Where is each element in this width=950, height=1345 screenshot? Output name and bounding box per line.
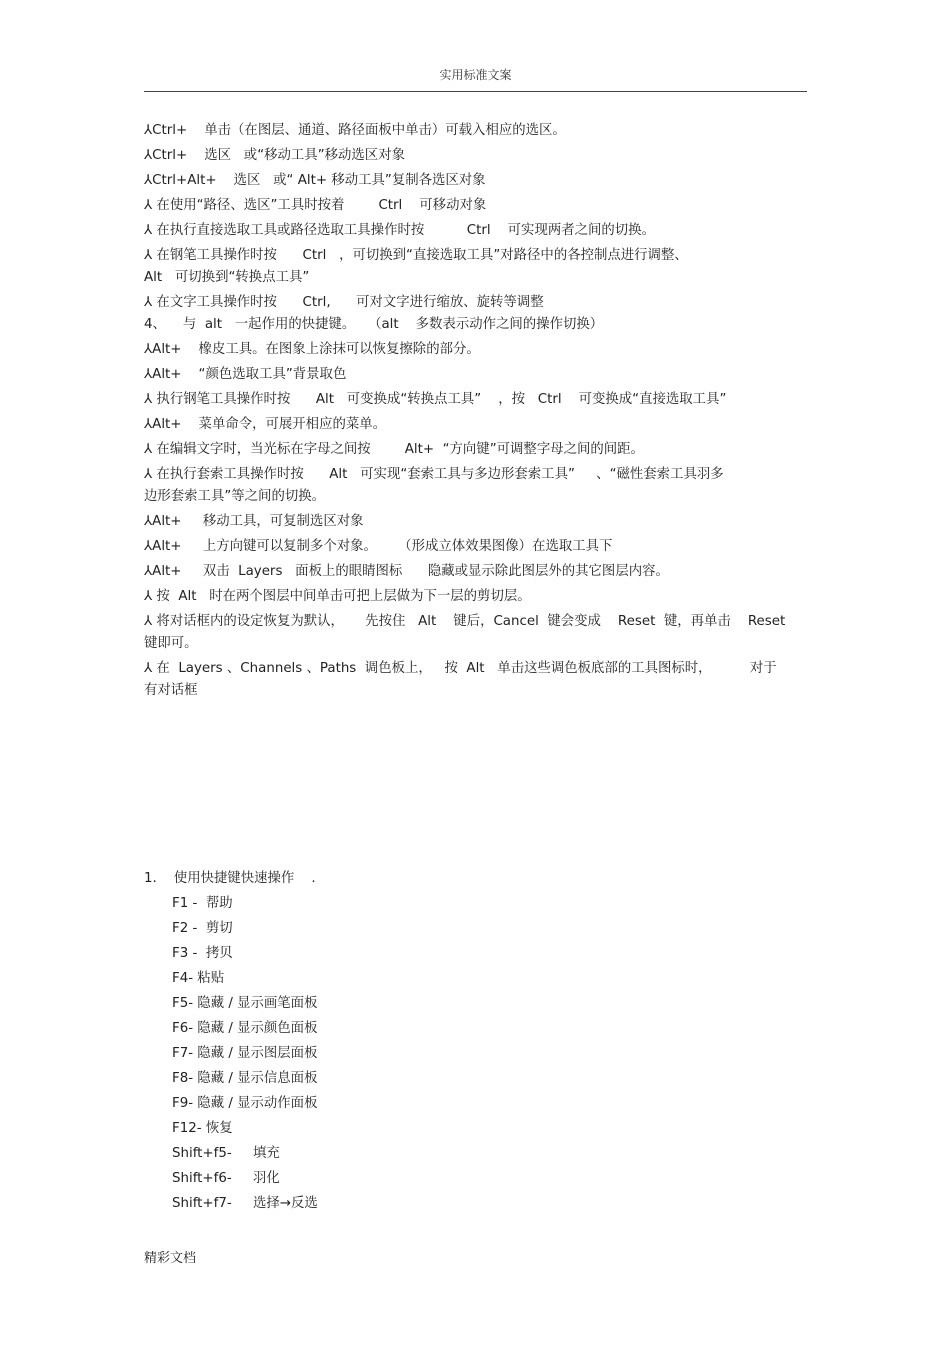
list-title: 1. 使用快捷键快速操作 . [144,871,316,886]
text-line: ⅄ 将对话框内的设定恢复为默认， 先按住 Alt 键后，Cancel 键会变成 Reset 键，再单击 Reset [144,614,786,629]
list-item: F12- 恢复 [172,1121,233,1136]
text-line: ⅄ 在 Layers 、Channels 、Paths 调色板上， 按 Alt 单击这些调色板底部的工具图标时， 对于 [144,661,777,676]
text-line: ⅄Alt+ 橡皮工具。在图象上涂抹可以恢复擦除的部分。 [144,342,480,357]
list-item: F2 - 剪切 [172,921,233,936]
text-line: ⅄Alt+ “颜色选取工具”背景取色 [144,367,347,382]
header-divider [144,91,807,92]
list-item: Shift+f6- 羽化 [172,1171,280,1186]
text-line: ⅄Alt+ 移动工具，可复制选区对象 [144,514,364,529]
text-line: ⅄ 在文字工具操作时按 Ctrl, 可对文字进行缩放、旋转等调整 [144,295,544,310]
list-item: F8- 隐藏 / 显示信息面板 [172,1071,318,1086]
text-line: 4、 与 alt 一起作用的快捷键。 （alt 多数表示动作之间的操作切换） [144,317,604,332]
text-line: ⅄ 在编辑文字时，当光标在字母之间按 Alt+ “方向键”可调整字母之间的间距。 [144,442,644,457]
list-item: F4- 粘贴 [172,971,225,986]
text-line: 键即可。 [144,636,198,651]
list-item: F5- 隐藏 / 显示画笔面板 [172,996,318,1011]
page-footer: 精彩文档 [144,1251,197,1266]
text-line: ⅄ 执行钢笔工具操作时按 Alt 可变换成“转换点工具” ，按 Ctrl 可变换成“直接选取工具” [144,392,727,407]
list-item: F9- 隐藏 / 显示动作面板 [172,1096,318,1111]
document-body [144,120,807,702]
list-item: F1 - 帮助 [172,896,233,911]
text-line: 边形套索工具”等之间的切换。 [144,489,326,504]
list-item: Shift+f7- 选择→反选 [172,1196,318,1211]
text-line: Alt 可切换到“转换点工具” [144,270,310,285]
text-line: ⅄Alt+ 菜单命令，可展开相应的菜单。 [144,417,387,432]
text-line: ⅄ 在执行套索工具操作时按 Alt 可实现“套索工具与多边形套索工具” 、“磁性套索工具羽多 [144,467,724,482]
text-line: ⅄ 在使用“路径、选区”工具时按着 Ctrl 可移动对象 [144,198,487,213]
text-line: ⅄Ctrl+ 单击（在图层、通道、路径面板中单击）可载入相应的选区。 [144,123,566,138]
list-item: F3 - 拷贝 [172,946,233,961]
text-line: ⅄Ctrl+ 选区 或“移动工具”移动选区对象 [144,148,405,163]
shortcut-list [144,866,807,1216]
text-line: ⅄ 按 Alt 时在两个图层中间单击可把上层做为下一层的剪切层。 [144,589,531,604]
text-line: ⅄Ctrl+Alt+ 选区 或“ Alt+ 移动工具”复制各选区对象 [144,173,486,188]
list-item: Shift+f5- 填充 [172,1146,280,1161]
list-item: F7- 隐藏 / 显示图层面板 [172,1046,318,1061]
text-line: ⅄Alt+ 双击 Layers 面板上的眼睛图标 隐藏或显示除此图层外的其它图层内容。 [144,564,669,579]
list-item: F6- 隐藏 / 显示颜色面板 [172,1021,318,1036]
text-line: ⅄Alt+ 上方向键可以复制多个对象。 （形成立体效果图像）在选取工具下 [144,539,613,554]
text-line: 有对话框 [144,683,198,698]
text-line: ⅄ 在钢笔工具操作时按 Ctrl ，可切换到“直接选取工具”对路径中的各控制点进行调整、 [144,248,688,263]
page-header: 实用标准文案 [439,68,512,82]
text-line: ⅄ 在执行直接选取工具或路径选取工具操作时按 Ctrl 可实现两者之间的切换。 [144,223,655,238]
